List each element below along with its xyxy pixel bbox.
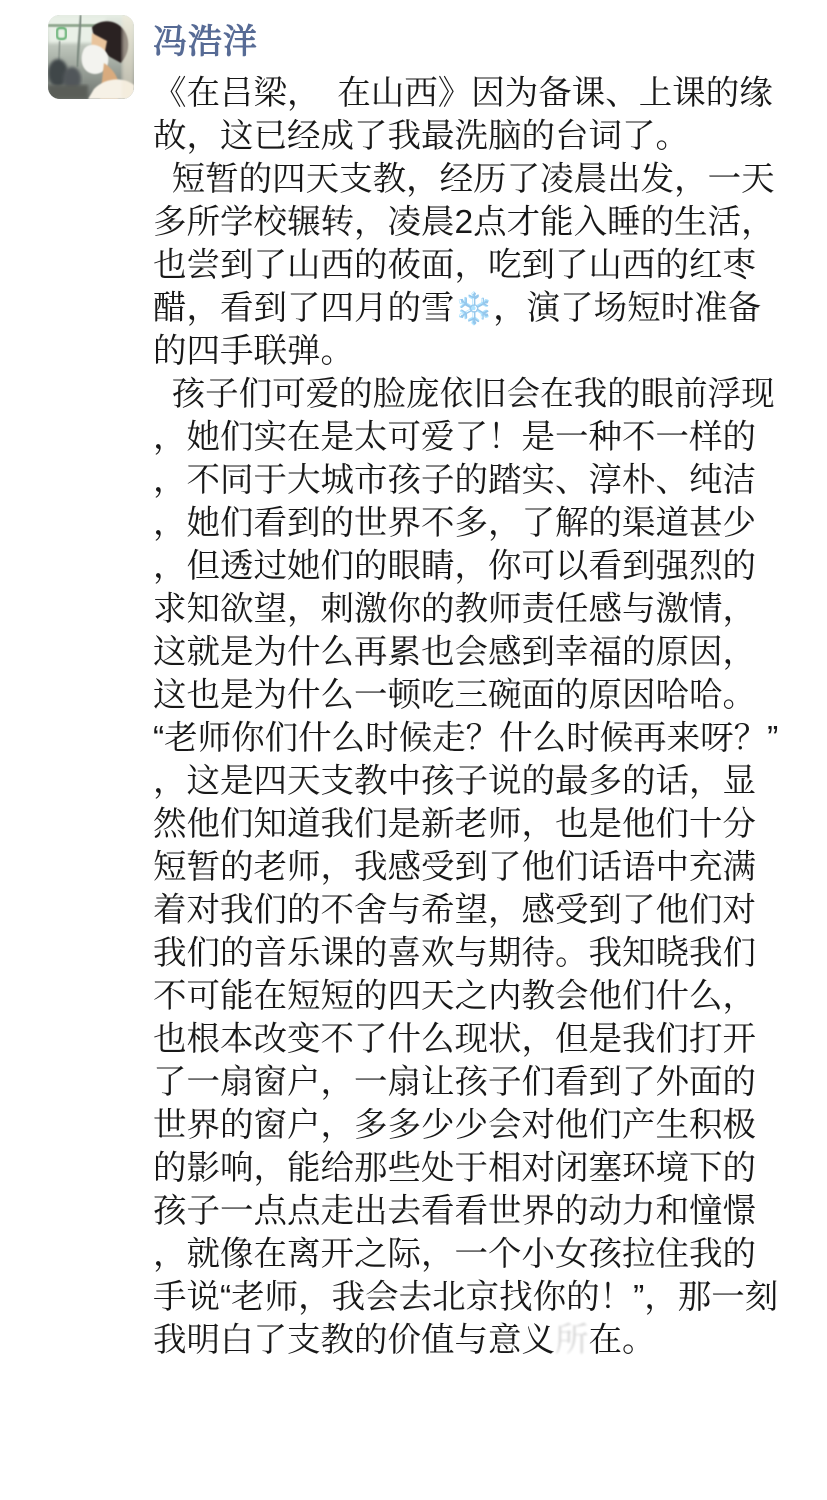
author-name[interactable]: 冯浩洋 xyxy=(153,23,258,61)
paragraph-text: 孩子们可爱的脸庞依旧会在我的眼前浮现，她们实在是太可爱了！是一种不一样的，不同于大城市孩子的踏实、淳朴、纯洁，她们看到的世界不多，了解的渠道甚少，但透过她们的眼睛，你可以看到强烈的求知欲望，刺激你的教师责任感与激情，这就是为什么再累也会感到幸福的原因，这也是为什么一顿吃三碗面的原因哈哈。 xyxy=(153,376,775,714)
snowflake-emoji: ❄️ xyxy=(454,291,494,326)
paragraph-text: 在。 xyxy=(588,1322,656,1359)
post-paragraph-3 xyxy=(153,373,783,717)
avatar[interactable] xyxy=(48,15,134,99)
post-content xyxy=(153,0,783,1362)
faded-character: 所 xyxy=(555,1322,589,1359)
paragraph-text: 《在吕梁， 在山西》因为备课、上课的缘故，这已经成了我最洗脑的台词了。 xyxy=(153,75,773,155)
post-paragraph-4 xyxy=(153,717,783,1362)
paragraph-text: ，演了场短时准备的四手联弹。 xyxy=(153,290,762,370)
paragraph-text: 短暂的四天支教，经历了凌晨出发，一天多所学校辗转，凌晨2点才能入睡的生活，也尝到了山西的莜面，吃到了山西的红枣醋，看到了四月的雪 xyxy=(153,161,775,327)
paragraph-text: “老师你们什么时候走？什么时候再来呀？”，这是四天支教中孩子说的最多的话，显然他们知道我们是新老师，也是他们十分短暂的老师，我感受到了他们话语中充满着对我们的不舍与希望，感受到了他们对我们的音乐课的喜欢与期待。我知晓我们不可能在短短的四天之内教会他们什么，也根本改变不了什么现状，但是我们打开了一扇窗户，一扇让孩子们看到了外面的世界的窗户，多多少少会对他们产生积极的影响，能给那些处于相对闭塞环境下的孩子一点点走出去看看世界的动力和憧憬，就像在离开之际，一个小女孩拉住我的手说“老师，我会去北京找你的！”，那一刻我明白了支教的价值与意义 xyxy=(153,720,779,1359)
post-body xyxy=(153,72,783,1362)
post-paragraph-2 xyxy=(153,158,783,373)
avatar-photo-subway-man-mask xyxy=(48,15,134,99)
post-paragraph-1 xyxy=(153,72,783,158)
